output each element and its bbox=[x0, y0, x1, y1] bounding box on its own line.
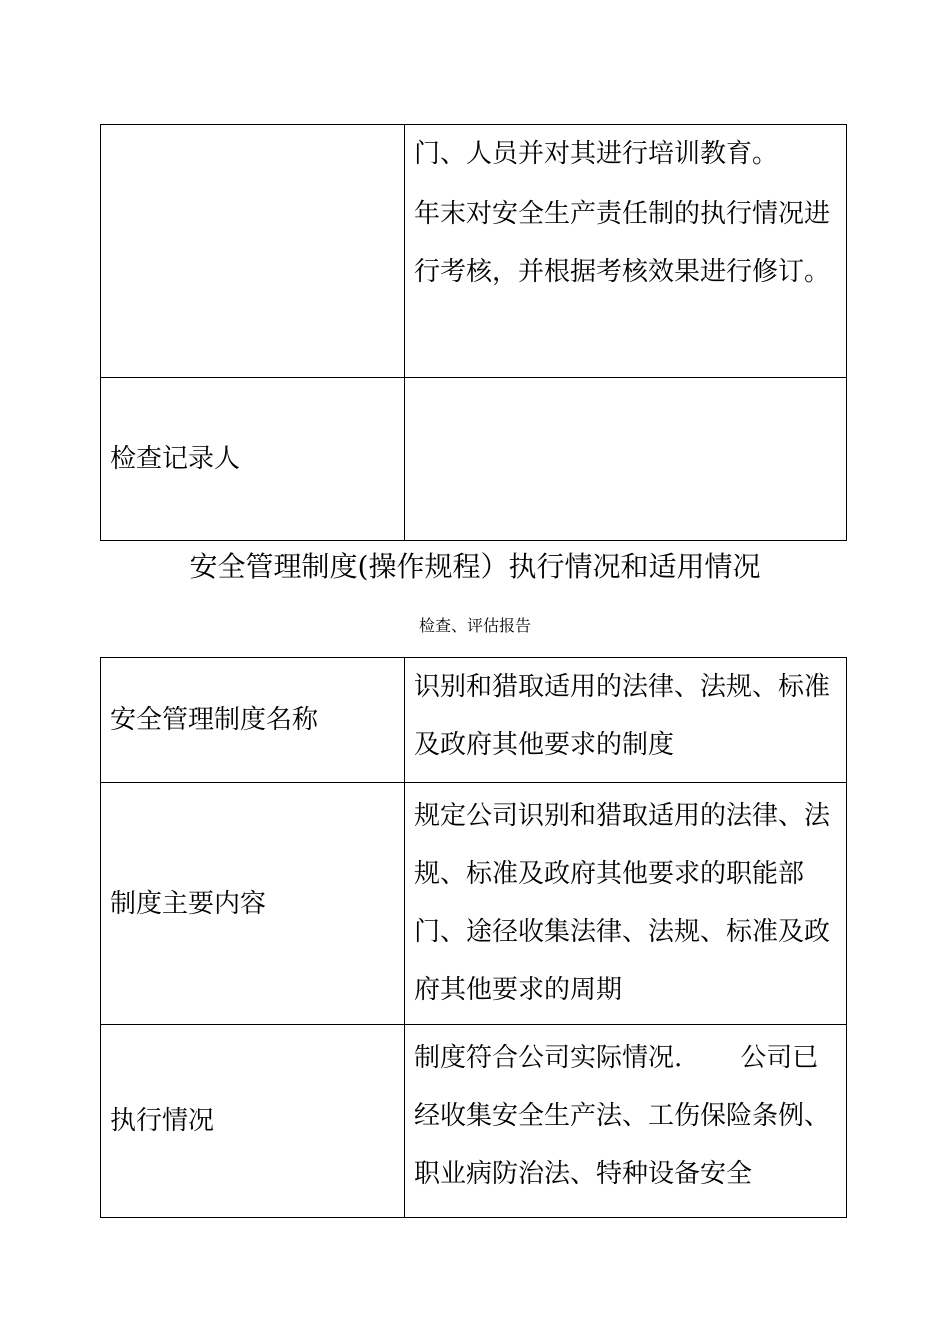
responsibility-table bbox=[100, 124, 847, 541]
execution-label: 执行情况 bbox=[101, 1025, 405, 1218]
content-paragraph: 门、人员并对其进行培训教育。 bbox=[414, 139, 779, 169]
execution-value bbox=[405, 1025, 847, 1218]
table-row bbox=[101, 658, 847, 783]
row-label-empty bbox=[101, 125, 405, 378]
system-name-value: 识别和猎取适用的法律、法规、标准及政府其他要求的制度 bbox=[405, 658, 847, 783]
table-row bbox=[101, 125, 847, 378]
content-paragraph: 年末对安全生产责任制的执行情况进行考核，并根据考核效果进行修订。 bbox=[414, 199, 831, 287]
system-name-label: 安全管理制度名称 bbox=[101, 658, 405, 783]
main-content-label: 制度主要内容 bbox=[101, 783, 405, 1025]
evaluation-table bbox=[100, 657, 847, 1218]
report-subtitle: 检查、评估报告 bbox=[418, 616, 531, 635]
table-row bbox=[101, 1025, 847, 1218]
inspector-value bbox=[405, 378, 847, 541]
table-row bbox=[101, 783, 847, 1025]
main-content-value: 规定公司识别和猎取适用的法律、法规、标准及政府其他要求的职能部门、途径收集法律、法规、标准及政府其他要求的周期 bbox=[405, 783, 847, 1025]
execution-lead-text: 制度符合公司实际情况. bbox=[414, 1043, 683, 1073]
inspector-label: 检查记录人 bbox=[101, 378, 405, 541]
report-title: 安全管理制度(操作规程）执行情况和适用情况 bbox=[189, 550, 761, 583]
execution-tail-text: 公司已经收集安全生产法、工伤保险条例、职业病防治法、特种设备安全 bbox=[414, 1043, 831, 1189]
table-row bbox=[101, 378, 847, 541]
row-content bbox=[405, 125, 847, 378]
